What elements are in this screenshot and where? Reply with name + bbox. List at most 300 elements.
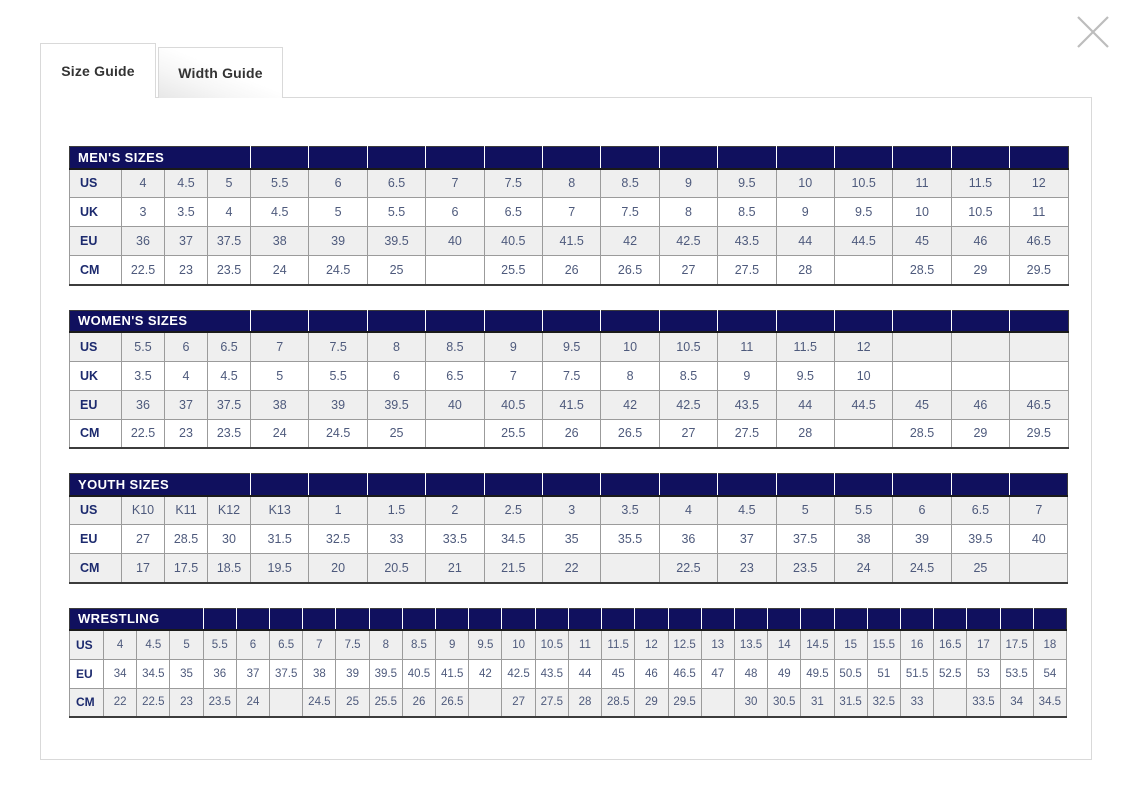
size-cell: 12.5 (668, 630, 701, 659)
size-cell: 25 (367, 419, 425, 448)
size-cell: 7 (543, 198, 601, 227)
header-filler-cell (426, 474, 484, 496)
header-filler-cell (601, 474, 659, 496)
size-cell: 10 (834, 361, 892, 390)
size-cell: 9 (659, 169, 717, 198)
size-cell: 4 (122, 169, 165, 198)
header-filler-cell (893, 474, 951, 496)
size-cell: 9.5 (718, 169, 776, 198)
table-header-row (70, 310, 1069, 332)
size-cell: 23.5 (776, 554, 834, 583)
size-cell: 29.5 (668, 688, 701, 717)
size-cell: 39.5 (951, 525, 1009, 554)
size-cell: 36 (122, 390, 165, 419)
size-cell: 50.5 (834, 659, 867, 688)
header-filler-cell (967, 608, 1000, 630)
row-label: CM (70, 554, 122, 583)
size-cell: 9 (436, 630, 469, 659)
header-filler-cell (236, 608, 269, 630)
size-cell: 9 (718, 361, 776, 390)
size-cell: 28.5 (165, 525, 208, 554)
size-cell: 39 (893, 525, 951, 554)
row-label: CM (70, 688, 104, 717)
size-cell: 10.5 (951, 198, 1009, 227)
size-cell: 8.5 (426, 332, 484, 361)
size-cell: 39.5 (367, 390, 425, 419)
size-cell: 24.5 (309, 419, 367, 448)
size-cell: 4 (208, 198, 251, 227)
size-cell: 6 (893, 496, 951, 525)
size-cell: 54 (1033, 659, 1066, 688)
size-cell: 23 (718, 554, 776, 583)
size-cell: 36 (203, 659, 236, 688)
size-row-uk (70, 198, 1069, 227)
size-cell: 34.5 (1033, 688, 1066, 717)
size-cell: 8.5 (402, 630, 435, 659)
size-cell: 6.5 (484, 198, 542, 227)
size-cell: 7 (1010, 496, 1068, 525)
size-cell: 9 (484, 332, 542, 361)
size-cell: 22.5 (122, 419, 165, 448)
size-cell: 6 (236, 630, 269, 659)
size-cell: 16.5 (934, 630, 967, 659)
size-cell: 6 (426, 198, 484, 227)
size-cell: 9.5 (834, 198, 892, 227)
header-filler-cell (369, 608, 402, 630)
size-cell: 41.5 (543, 227, 601, 256)
size-row-uk (70, 361, 1069, 390)
size-cell: 7.5 (484, 169, 542, 198)
header-filler-cell (270, 608, 303, 630)
size-cell: 10 (893, 198, 951, 227)
header-filler-cell (951, 147, 1009, 169)
header-filler-cell (303, 608, 336, 630)
size-row-us (70, 332, 1069, 361)
size-cell: 36 (122, 227, 165, 256)
size-row-eu (70, 659, 1067, 688)
size-cell: 10 (601, 332, 659, 361)
header-filler-cell (718, 147, 776, 169)
size-cell (701, 688, 734, 717)
size-cell: 33 (900, 688, 933, 717)
table-title: MEN'S SIZES (70, 147, 251, 169)
size-cell: 28.5 (893, 419, 951, 448)
close-button[interactable] (1072, 12, 1114, 54)
size-cell: 4 (659, 496, 717, 525)
size-cell: K10 (122, 496, 165, 525)
size-cell: 7.5 (336, 630, 369, 659)
size-cell: 46 (635, 659, 668, 688)
header-filler-cell (951, 474, 1009, 496)
size-cell: 10 (502, 630, 535, 659)
size-cell: 36 (659, 525, 717, 554)
size-cell: 23.5 (208, 256, 251, 285)
size-cell: 38 (251, 390, 309, 419)
header-filler-cell (309, 147, 367, 169)
header-filler-cell (367, 147, 425, 169)
size-cell: 40.5 (484, 227, 542, 256)
size-cell: 3.5 (165, 198, 208, 227)
header-filler-cell (251, 474, 309, 496)
header-filler-cell (893, 147, 951, 169)
table-header-row (70, 608, 1067, 630)
size-cell: 32.5 (867, 688, 900, 717)
size-cell: 7 (251, 332, 309, 361)
size-cell: 23 (165, 419, 208, 448)
size-cell: 27.5 (718, 419, 776, 448)
size-cell: 22 (542, 554, 600, 583)
row-label: CM (70, 256, 122, 285)
size-cell: 42.5 (659, 227, 717, 256)
header-filler-cell (776, 474, 834, 496)
header-filler-cell (1000, 608, 1033, 630)
size-row-eu (70, 390, 1069, 419)
size-cell: 37.5 (208, 227, 251, 256)
size-cell: 11 (718, 332, 776, 361)
header-filler-cell (951, 310, 1009, 332)
size-cell: 27 (122, 525, 165, 554)
size-cell: 40 (426, 390, 484, 419)
header-filler-cell (601, 147, 659, 169)
size-cell (834, 419, 892, 448)
size-cell: 39.5 (369, 659, 402, 688)
size-cell: 8.5 (601, 169, 659, 198)
tab-width-guide[interactable]: Width Guide (158, 47, 283, 98)
size-cell: 11.5 (602, 630, 635, 659)
size-cell: 53 (967, 659, 1000, 688)
row-label: CM (70, 419, 122, 448)
size-cell: 40 (426, 227, 484, 256)
header-filler-cell (367, 310, 425, 332)
size-cell: 10.5 (659, 332, 717, 361)
size-cell (601, 554, 659, 583)
row-label: EU (70, 659, 104, 688)
size-cell (893, 332, 951, 361)
size-cell: 41.5 (436, 659, 469, 688)
size-cell: 44 (776, 227, 834, 256)
size-cell: 43.5 (535, 659, 568, 688)
size-cell: 17 (122, 554, 165, 583)
size-cell: 10.5 (535, 630, 568, 659)
header-filler-cell (426, 310, 484, 332)
header-filler-cell (834, 608, 867, 630)
size-cell (1010, 361, 1068, 390)
size-cell: 6.5 (951, 496, 1009, 525)
header-filler-cell (426, 147, 484, 169)
header-filler-cell (934, 608, 967, 630)
size-cell: 44.5 (834, 227, 892, 256)
table-title: WOMEN'S SIZES (70, 310, 251, 332)
header-filler-cell (718, 310, 776, 332)
size-cell: 35 (542, 525, 600, 554)
size-cell: 31.5 (251, 525, 309, 554)
tab-size-guide[interactable]: Size Guide (40, 43, 156, 98)
size-cell: 27 (659, 419, 717, 448)
header-filler-cell (1010, 474, 1068, 496)
size-cell: 22.5 (659, 554, 717, 583)
header-filler-cell (543, 310, 601, 332)
size-cell: K13 (251, 496, 309, 525)
size-cell: 6 (367, 361, 425, 390)
size-cell: 28.5 (893, 256, 951, 285)
size-cell: 51.5 (900, 659, 933, 688)
size-cell: 5.5 (122, 332, 165, 361)
size-cell: 24.5 (303, 688, 336, 717)
header-filler-cell (336, 608, 369, 630)
size-cell: 8.5 (659, 361, 717, 390)
size-cell: 4 (104, 630, 137, 659)
table-title: YOUTH SIZES (70, 474, 251, 496)
size-cell (469, 688, 502, 717)
size-cell: 17.5 (1000, 630, 1033, 659)
size-cell: 13.5 (734, 630, 767, 659)
size-cell: 22.5 (137, 688, 170, 717)
size-row-eu (70, 525, 1068, 554)
size-row-cm (70, 256, 1069, 285)
size-cell: 42 (601, 390, 659, 419)
size-cell: 45 (893, 390, 951, 419)
size-cell: 26.5 (601, 419, 659, 448)
size-cell: 39 (309, 390, 367, 419)
size-cell: 21.5 (484, 554, 542, 583)
size-cell: 51 (867, 659, 900, 688)
size-cell: 40.5 (402, 659, 435, 688)
row-label: US (70, 332, 122, 361)
size-row-cm (70, 688, 1067, 717)
size-cell: 3 (122, 198, 165, 227)
size-cell: 14 (768, 630, 801, 659)
row-label: US (70, 496, 122, 525)
size-cell: 7 (426, 169, 484, 198)
size-cell: 3 (542, 496, 600, 525)
size-cell: 24 (251, 256, 309, 285)
size-cell: 31 (801, 688, 834, 717)
header-filler-cell (893, 310, 951, 332)
header-filler-cell (734, 608, 767, 630)
size-cell: 48 (734, 659, 767, 688)
size-cell: 17 (967, 630, 1000, 659)
size-cell: 42 (601, 227, 659, 256)
size-cell: 44 (568, 659, 601, 688)
size-cell: 27 (502, 688, 535, 717)
size-cell: 34.5 (137, 659, 170, 688)
size-cell: 37 (165, 390, 208, 419)
header-filler-cell (251, 310, 309, 332)
header-filler-cell (203, 608, 236, 630)
size-cell: 5 (309, 198, 367, 227)
size-cell: 37.5 (208, 390, 251, 419)
size-cell: 25 (367, 256, 425, 285)
size-cell: 23 (165, 256, 208, 285)
header-filler-cell (659, 474, 717, 496)
size-cell: 38 (834, 525, 892, 554)
header-filler-cell (1033, 608, 1066, 630)
header-filler-cell (659, 310, 717, 332)
header-filler-cell (251, 147, 309, 169)
size-cell: 23 (170, 688, 203, 717)
header-filler-cell (436, 608, 469, 630)
size-cell (426, 256, 484, 285)
size-cell: 38 (303, 659, 336, 688)
size-row-us (70, 496, 1068, 525)
size-cell: 26 (543, 419, 601, 448)
table-header-row (70, 474, 1068, 496)
header-filler-cell (543, 147, 601, 169)
size-cell: 4 (165, 361, 208, 390)
size-cell: 42.5 (659, 390, 717, 419)
size-cell: 1 (309, 496, 367, 525)
header-filler-cell (1010, 147, 1068, 169)
size-cell: 45 (602, 659, 635, 688)
size-cell: 11 (568, 630, 601, 659)
size-cell (893, 361, 951, 390)
size-cell: 29 (951, 419, 1009, 448)
size-cell: 37.5 (270, 659, 303, 688)
size-cell: 38 (251, 227, 309, 256)
size-cell: 4.5 (137, 630, 170, 659)
size-cell: 39 (336, 659, 369, 688)
size-cell: 45 (893, 227, 951, 256)
size-cell: 5 (208, 169, 251, 198)
size-cell: 34 (104, 659, 137, 688)
size-cell: 5.5 (203, 630, 236, 659)
size-cell: 37 (236, 659, 269, 688)
size-table-women-s-sizes (69, 310, 1069, 450)
size-cell: 6.5 (208, 332, 251, 361)
size-cell: 12 (834, 332, 892, 361)
size-cell: 33.5 (967, 688, 1000, 717)
header-filler-cell (834, 310, 892, 332)
header-filler-cell (469, 608, 502, 630)
size-cell: 27.5 (535, 688, 568, 717)
size-cell (426, 419, 484, 448)
size-cell: 32.5 (309, 525, 367, 554)
size-cell: 9.5 (776, 361, 834, 390)
table-title: WRESTLING (70, 608, 204, 630)
size-cell: 24.5 (893, 554, 951, 583)
size-cell: 3.5 (601, 496, 659, 525)
size-cell: 25 (951, 554, 1009, 583)
size-cell: 8 (543, 169, 601, 198)
size-cell: 43.5 (718, 227, 776, 256)
size-cell: 6.5 (367, 169, 425, 198)
size-cell: 35.5 (601, 525, 659, 554)
size-cell: 52.5 (934, 659, 967, 688)
size-cell: 22 (104, 688, 137, 717)
size-cell: 27 (659, 256, 717, 285)
size-cell: 18.5 (208, 554, 251, 583)
size-cell: 37.5 (776, 525, 834, 554)
size-cell: 6 (165, 332, 208, 361)
size-cell: 49.5 (801, 659, 834, 688)
header-filler-cell (668, 608, 701, 630)
header-filler-cell (535, 608, 568, 630)
size-cell: K12 (208, 496, 251, 525)
size-cell: 26.5 (436, 688, 469, 717)
row-label: EU (70, 227, 122, 256)
size-cell: 22.5 (122, 256, 165, 285)
size-cell: 6.5 (426, 361, 484, 390)
size-cell: 34 (1000, 688, 1033, 717)
size-cell: 37 (165, 227, 208, 256)
size-cell: 24 (236, 688, 269, 717)
size-cell: 33.5 (426, 525, 484, 554)
size-cell: 5.5 (834, 496, 892, 525)
size-cell: 29.5 (1010, 256, 1068, 285)
size-cell: 34.5 (484, 525, 542, 554)
size-cell: 29.5 (1010, 419, 1068, 448)
size-cell: 4.5 (251, 198, 309, 227)
header-filler-cell (309, 310, 367, 332)
size-table-wrestling (69, 608, 1067, 719)
size-cell: 27.5 (718, 256, 776, 285)
header-filler-cell (801, 608, 834, 630)
size-cell: 20 (309, 554, 367, 583)
size-cell: 11 (1010, 198, 1068, 227)
size-cell: 12 (635, 630, 668, 659)
size-row-cm (70, 554, 1068, 583)
size-cell: 53.5 (1000, 659, 1033, 688)
header-filler-cell (542, 474, 600, 496)
size-cell: 16 (900, 630, 933, 659)
size-cell: 11.5 (776, 332, 834, 361)
size-cell: 5 (251, 361, 309, 390)
size-cell: 46 (951, 227, 1009, 256)
header-filler-cell (776, 310, 834, 332)
size-cell: 23.5 (203, 688, 236, 717)
size-cell: 9.5 (469, 630, 502, 659)
size-cell: 7.5 (601, 198, 659, 227)
size-cell: 5 (776, 496, 834, 525)
size-cell: 5.5 (367, 198, 425, 227)
size-cell: 37 (718, 525, 776, 554)
header-filler-cell (484, 310, 542, 332)
row-label: EU (70, 390, 122, 419)
size-cell: 8 (601, 361, 659, 390)
header-filler-cell (502, 608, 535, 630)
size-cell: 11.5 (951, 169, 1009, 198)
size-cell: 28 (776, 419, 834, 448)
size-cell: 7 (484, 361, 542, 390)
header-filler-cell (659, 147, 717, 169)
size-cell: 6 (309, 169, 367, 198)
size-guide-panel (40, 97, 1092, 760)
size-cell: 20.5 (367, 554, 425, 583)
header-filler-cell (900, 608, 933, 630)
size-cell: 46.5 (1010, 390, 1068, 419)
size-cell: 46 (951, 390, 1009, 419)
size-cell: 8.5 (718, 198, 776, 227)
size-cell: 8 (369, 630, 402, 659)
size-cell: 28.5 (602, 688, 635, 717)
header-filler-cell (367, 474, 425, 496)
size-cell: 46.5 (1010, 227, 1068, 256)
size-cell: 4.5 (718, 496, 776, 525)
header-filler-cell (776, 147, 834, 169)
size-cell: 5 (170, 630, 203, 659)
size-cell: 5.5 (309, 361, 367, 390)
size-cell: 35 (170, 659, 203, 688)
row-label: US (70, 630, 104, 659)
size-row-us (70, 630, 1067, 659)
size-tables-container (69, 146, 1091, 718)
header-filler-cell (602, 608, 635, 630)
header-filler-cell (834, 474, 892, 496)
size-cell: 28 (776, 256, 834, 285)
header-filler-cell (718, 474, 776, 496)
size-cell: 43.5 (718, 390, 776, 419)
size-cell: 10.5 (834, 169, 892, 198)
